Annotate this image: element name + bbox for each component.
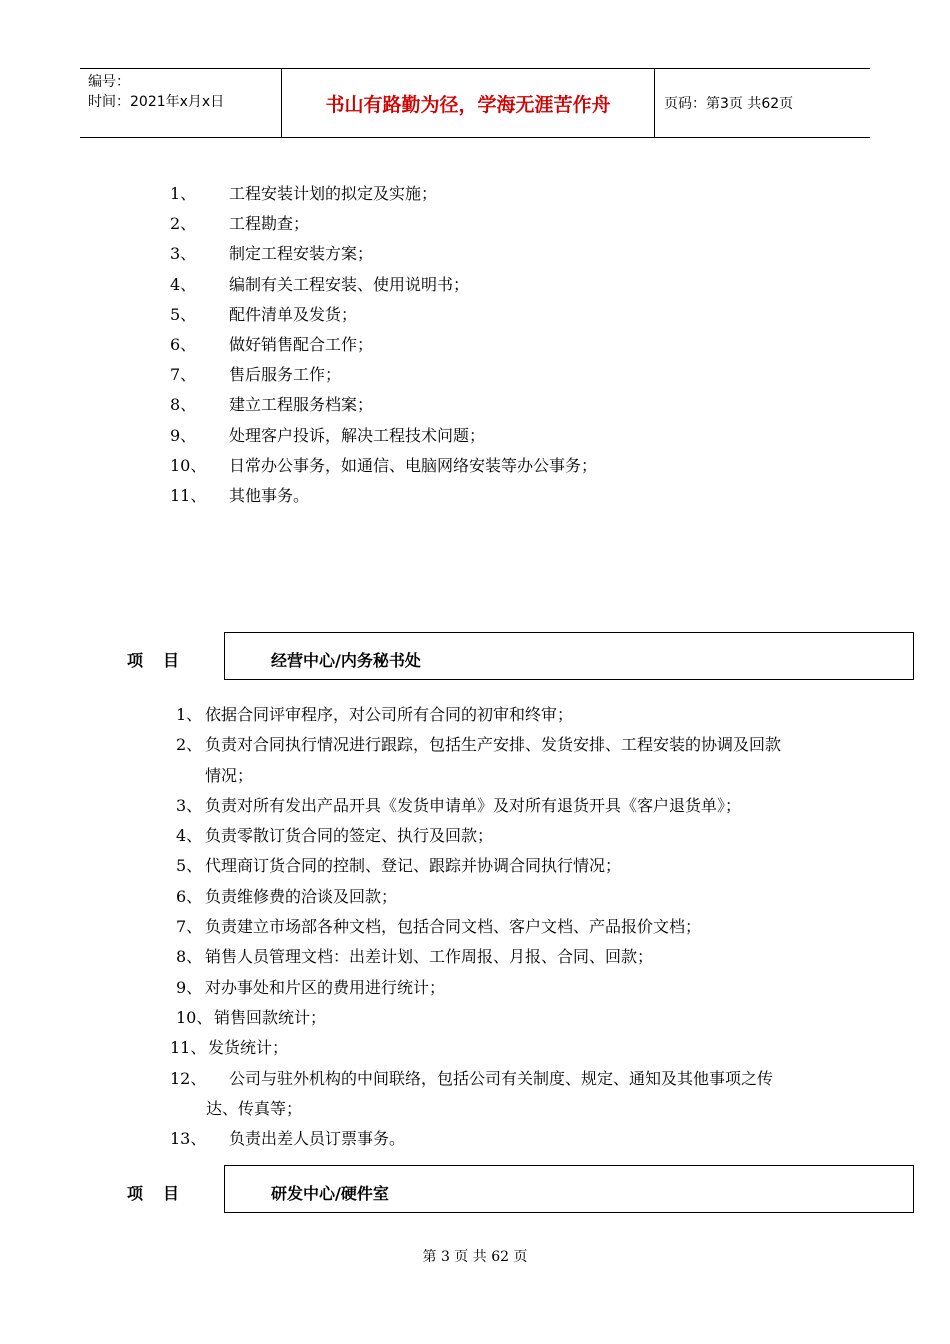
header-left <box>88 72 224 112</box>
page-footer: 第 3 页 共 62 页 <box>422 1249 528 1265</box>
section-title: 研发中心/硬件室 <box>271 1184 389 1203</box>
section-title-box <box>224 632 914 680</box>
header-motto: 书山有路勤为径，学海无涯苦作舟 <box>281 69 655 137</box>
section-label: 项目 <box>127 651 200 670</box>
section-title-box <box>224 1165 914 1213</box>
document-code-label: 编号： <box>88 74 130 90</box>
section-heading-business-center <box>0 632 950 682</box>
page-header <box>80 68 870 138</box>
section-title: 经营中心/内务秘书处 <box>271 651 421 670</box>
document-date: 时间：2021年x月x日 <box>88 94 225 110</box>
section-label: 项目 <box>127 1184 200 1203</box>
header-page-number: 页码：第3页 共62页 <box>664 96 794 112</box>
section-heading-rd-center <box>0 1165 950 1215</box>
